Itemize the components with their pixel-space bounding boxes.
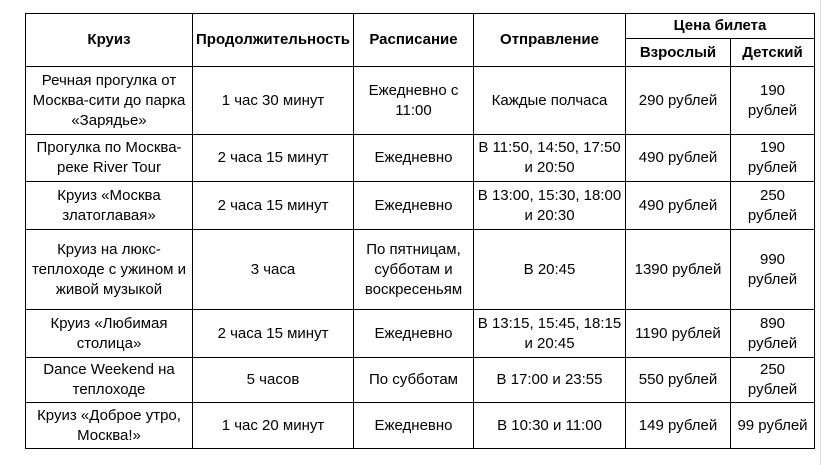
table-row — [26, 182, 815, 230]
cell-cruise: Круиз «Любимая столица» — [26, 310, 193, 358]
cell-duration: 3 часа — [193, 230, 354, 310]
cell-duration: 1 час 20 минут — [193, 403, 354, 449]
page-edge-line — [820, 0, 821, 465]
cell-price-child: 890 рублей — [731, 310, 815, 358]
column-header-price-child: Детский — [731, 39, 815, 67]
column-header-schedule: Расписание — [354, 14, 474, 67]
table-row — [26, 230, 815, 310]
cell-departure: В 10:30 и 11:00 — [474, 403, 626, 449]
cell-price-adult: 490 рублей — [626, 182, 731, 230]
cell-price-child: 99 рублей — [731, 403, 815, 449]
cell-departure: В 20:45 — [474, 230, 626, 310]
cell-price-adult: 290 рублей — [626, 67, 731, 135]
cell-schedule: Ежедневно — [354, 403, 474, 449]
cell-duration: 2 часа 15 минут — [193, 310, 354, 358]
cruise-schedule-table — [25, 13, 815, 449]
cell-schedule: По субботам — [354, 358, 474, 403]
cell-departure: Каждые полчаса — [474, 67, 626, 135]
column-header-cruise: Круиз — [26, 14, 193, 67]
cell-price-adult: 149 рублей — [626, 403, 731, 449]
cell-schedule: Ежедневно — [354, 182, 474, 230]
table-row — [26, 310, 815, 358]
cell-cruise: Круиз на люкс-теплоходе с ужином и живой музыкой — [26, 230, 193, 310]
cell-cruise: Круиз «Доброе утро, Москва!» — [26, 403, 193, 449]
column-header-departure: Отправление — [474, 14, 626, 67]
cell-price-child: 990 рублей — [731, 230, 815, 310]
table-row — [26, 358, 815, 403]
column-header-duration: Продолжительность — [193, 14, 354, 67]
cell-schedule: По пятницам, субботам и воскресеньям — [354, 230, 474, 310]
cell-departure: В 13:15, 15:45, 18:15 и 20:45 — [474, 310, 626, 358]
cell-duration: 1 час 30 минут — [193, 67, 354, 135]
table-row — [26, 403, 815, 449]
cell-price-child: 250 рублей — [731, 358, 815, 403]
cell-price-adult: 1190 рублей — [626, 310, 731, 358]
cell-cruise: Круиз «Москва златоглавая» — [26, 182, 193, 230]
cell-duration: 2 часа 15 минут — [193, 135, 354, 182]
cell-duration: 2 часа 15 минут — [193, 182, 354, 230]
cell-cruise: Прогулка по Москва-реке River Tour — [26, 135, 193, 182]
cell-duration: 5 часов — [193, 358, 354, 403]
cell-price-adult: 550 рублей — [626, 358, 731, 403]
column-header-price-group: Цена билета — [626, 14, 815, 39]
cell-schedule: Ежедневно — [354, 135, 474, 182]
cell-departure: В 11:50, 14:50, 17:50 и 20:50 — [474, 135, 626, 182]
cell-price-child: 190 рублей — [731, 135, 815, 182]
cell-schedule: Ежедневно с 11:00 — [354, 67, 474, 135]
cell-price-adult: 490 рублей — [626, 135, 731, 182]
cell-price-child: 190 рублей — [731, 67, 815, 135]
cell-schedule: Ежедневно — [354, 310, 474, 358]
cell-price-adult: 1390 рублей — [626, 230, 731, 310]
cell-cruise: Dance Weekend на теплоходе — [26, 358, 193, 403]
cell-cruise: Речная прогулка от Москва-сити до парка «Зарядье» — [26, 67, 193, 135]
table-row — [26, 135, 815, 182]
cell-departure: В 17:00 и 23:55 — [474, 358, 626, 403]
cell-departure: В 13:00, 15:30, 18:00 и 20:30 — [474, 182, 626, 230]
cell-price-child: 250 рублей — [731, 182, 815, 230]
column-header-price-adult: Взрослый — [626, 39, 731, 67]
table-row — [26, 67, 815, 135]
